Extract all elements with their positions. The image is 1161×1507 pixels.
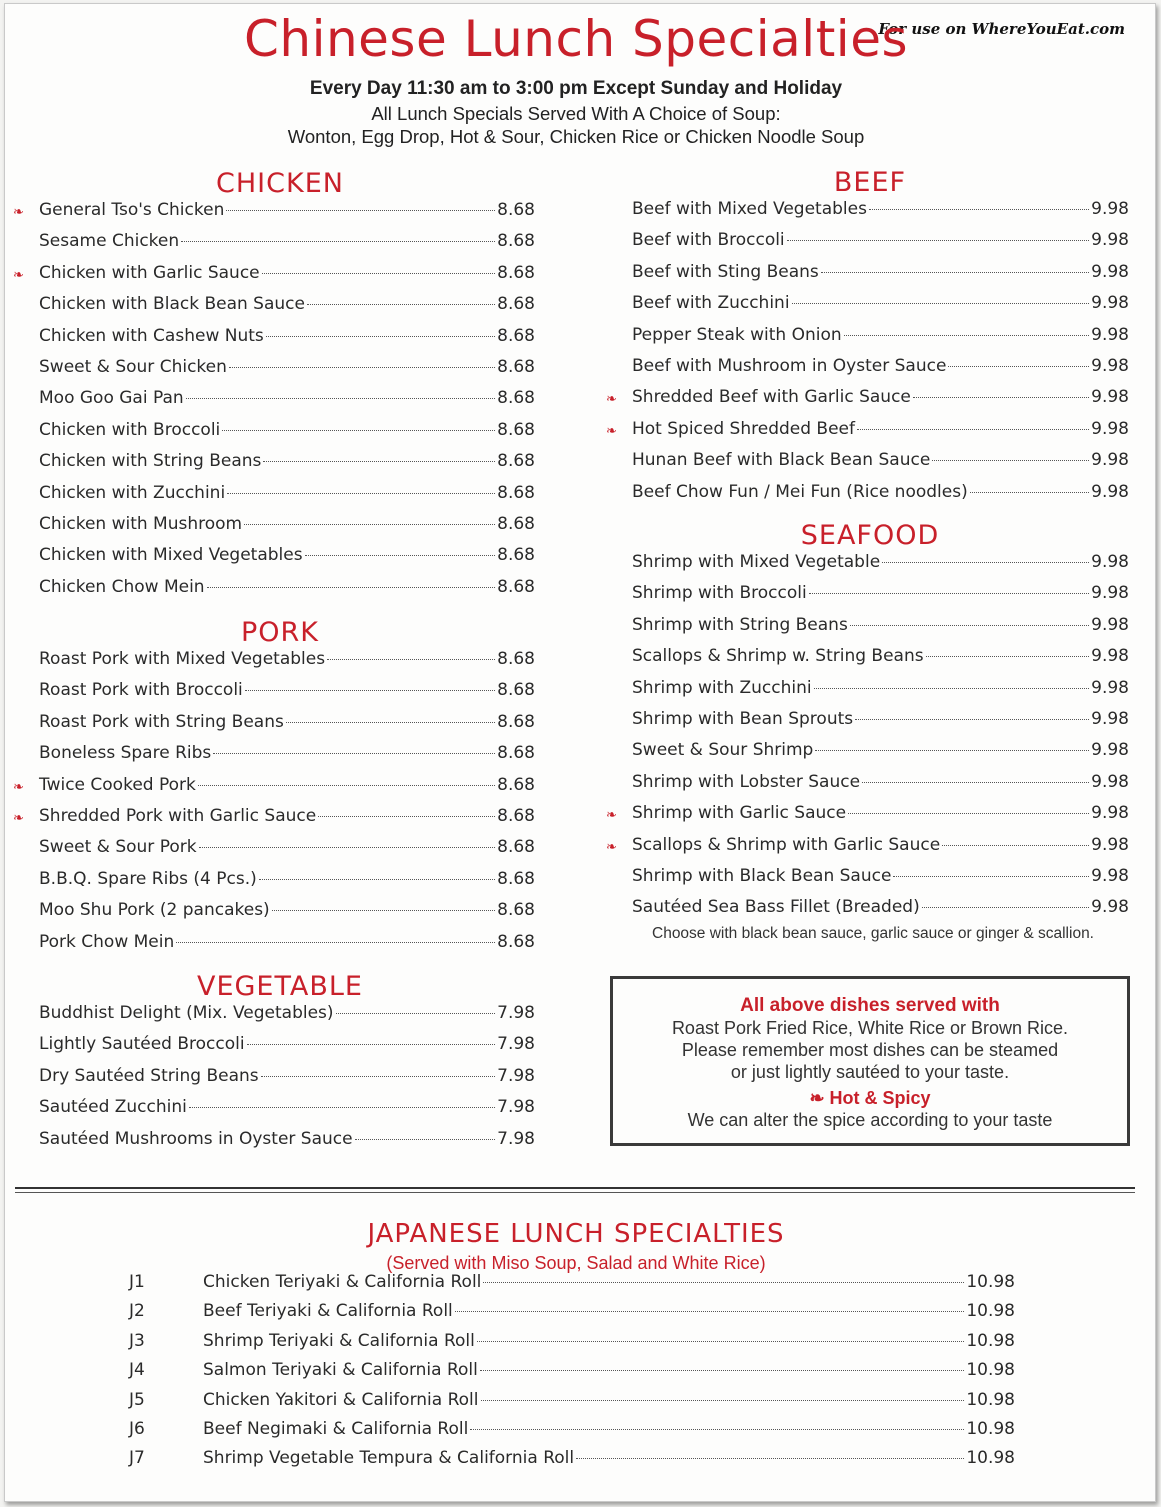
- menu-item: [632, 230, 1129, 260]
- menu-item: [39, 326, 535, 356]
- item-name: Beef Negimaki & California Roll: [203, 1419, 469, 1439]
- item-name: Chicken with Mixed Vegetables: [39, 545, 303, 566]
- item-name: Beef with Broccoli: [632, 230, 785, 251]
- item-price: 8.68: [497, 262, 535, 283]
- dot-leader: [481, 1400, 965, 1401]
- menu-item: [39, 900, 535, 930]
- menu-item: [606, 803, 1129, 833]
- dot-leader: [213, 753, 495, 754]
- menu-item: [632, 678, 1129, 708]
- item-price: 9.98: [1091, 897, 1129, 918]
- item-name: Shredded Beef with Garlic Sauce: [632, 387, 911, 408]
- menu-item: [632, 615, 1129, 645]
- menu-item: [632, 552, 1129, 582]
- menu-item: [39, 837, 535, 867]
- item-name: Sweet & Sour Chicken: [39, 357, 227, 377]
- item-price: 7.98: [497, 1097, 535, 1118]
- dot-leader: [305, 555, 496, 556]
- dot-leader: [227, 493, 495, 494]
- dot-leader: [809, 593, 1089, 594]
- dot-leader: [893, 876, 1089, 877]
- dot-leader: [336, 1013, 496, 1014]
- spicy-icon: ❧: [13, 779, 24, 795]
- dot-leader: [922, 907, 1089, 908]
- spicy-icon: ❧: [809, 1088, 825, 1108]
- dot-leader: [844, 335, 1089, 336]
- dot-leader: [848, 813, 1089, 814]
- item-name: Shrimp with Zucchini: [632, 677, 812, 698]
- spicy-icon: ❧: [606, 423, 617, 439]
- hours-line: Every Day 11:30 am to 3:00 pm Except Sunday and Holiday: [309, 78, 843, 99]
- dot-leader: [207, 587, 496, 588]
- item-name: Chicken with Zucchini: [39, 482, 226, 503]
- menu-item: [13, 774, 535, 805]
- dot-leader: [576, 1458, 964, 1459]
- dot-leader: [355, 1139, 496, 1140]
- item-price: 9.98: [1091, 324, 1129, 345]
- dot-leader: [286, 722, 495, 723]
- section-title-pork: PORK: [241, 617, 319, 648]
- item-name: Shrimp Vegetable Tempura & California Roll: [203, 1448, 575, 1469]
- item-code: J6: [129, 1419, 145, 1439]
- item-name: Shrimp with Mixed Vegetable: [632, 552, 881, 572]
- section-title-vegetable: VEGETABLE: [196, 971, 363, 1002]
- item-name: Hot Spiced Shredded Beef: [632, 418, 856, 439]
- dot-leader: [247, 1044, 496, 1045]
- menu-item: [632, 740, 1129, 770]
- info-box: [610, 976, 1130, 1146]
- item-price: 8.68: [497, 545, 535, 566]
- menu-item: [39, 1034, 535, 1064]
- dot-leader: [821, 272, 1089, 273]
- dot-leader: [455, 1311, 965, 1312]
- item-price: 9.98: [1091, 356, 1129, 376]
- item-name: Chicken Chow Mein: [39, 576, 205, 597]
- menu-item: [632, 709, 1129, 739]
- item-name: Beef Teriyaki & California Roll: [203, 1301, 453, 1322]
- item-name: Chicken with String Beans: [39, 451, 262, 472]
- menu-item: [39, 869, 535, 899]
- dot-leader: [186, 398, 495, 399]
- item-price: 9.98: [1091, 261, 1129, 282]
- spicy-icon: ❧: [606, 839, 617, 855]
- dot-leader: [855, 719, 1089, 720]
- japanese-item: [129, 1360, 1015, 1389]
- japanese-subtitle: (Served with Miso Soup, Salad and White Rice): [386, 1253, 766, 1273]
- dot-leader: [850, 625, 1089, 626]
- menu-item: [39, 932, 535, 962]
- item-name: Sweet & Sour Shrimp: [632, 740, 814, 761]
- item-price: 9.98: [1091, 418, 1129, 439]
- menu-item: [632, 583, 1129, 613]
- item-price: 8.68: [497, 900, 535, 921]
- item-price: 9.98: [1091, 481, 1129, 502]
- menu-item: [39, 483, 535, 513]
- spicy-icon: ❧: [13, 811, 24, 826]
- item-name: Sesame Chicken: [39, 231, 180, 252]
- dot-leader: [189, 1107, 495, 1108]
- item-name: Sautéed Sea Bass Fillet (Breaded): [632, 897, 920, 918]
- menu-item: [632, 293, 1129, 323]
- dot-leader: [229, 367, 495, 368]
- item-price: 9.98: [1091, 803, 1129, 824]
- item-price: 8.68: [497, 482, 535, 503]
- dot-leader: [307, 304, 495, 305]
- dot-leader: [932, 460, 1089, 461]
- dot-leader: [480, 1370, 964, 1371]
- item-name: Beef with Sting Beans: [632, 261, 819, 282]
- item-price: 10.98: [966, 1448, 1015, 1469]
- japanese-title: JAPANESE LUNCH SPECIALTIES: [367, 1219, 785, 1249]
- info-line: We can alter the spice according to your taste: [687, 1110, 1053, 1130]
- item-price: 9.98: [1091, 293, 1129, 314]
- menu-item: [632, 325, 1129, 355]
- item-price: 8.68: [497, 357, 535, 377]
- item-price: 10.98: [966, 1389, 1015, 1410]
- item-name: Chicken with Mushroom: [39, 514, 243, 534]
- item-price: 8.68: [497, 649, 535, 669]
- item-price: 10.98: [966, 1360, 1015, 1381]
- item-price: 9.98: [1091, 450, 1129, 471]
- item-name: Scallops & Shrimp with Garlic Sauce: [632, 834, 941, 855]
- item-code: J2: [129, 1301, 145, 1322]
- menu-item: [632, 199, 1129, 229]
- menu-page: [4, 3, 1156, 1502]
- item-price: 8.68: [497, 680, 535, 701]
- info-line: or just lightly sautéed to your taste.: [730, 1062, 1010, 1082]
- item-name: Dry Sautéed String Beans: [39, 1065, 259, 1086]
- item-price: 9.98: [1091, 709, 1129, 729]
- item-price: 7.98: [497, 1065, 535, 1086]
- menu-item: [632, 450, 1129, 480]
- japanese-item: [129, 1272, 1015, 1301]
- item-name: Chicken with Black Bean Sauce: [39, 294, 305, 315]
- item-name: Shrimp with Bean Sprouts: [632, 709, 854, 729]
- dot-leader: [244, 524, 495, 525]
- menu-item: [632, 772, 1129, 802]
- item-name: Shrimp with Garlic Sauce: [632, 803, 847, 824]
- item-code: J7: [129, 1448, 145, 1469]
- menu-item: [13, 806, 535, 836]
- dot-leader: [857, 429, 1089, 430]
- dot-leader: [266, 336, 495, 337]
- info-heading: All above dishes served with: [740, 995, 1000, 1016]
- menu-item: [606, 834, 1129, 865]
- dot-leader: [970, 492, 1089, 493]
- menu-item: [632, 482, 1129, 512]
- item-name: Moo Goo Gai Pan: [39, 388, 184, 409]
- section-title-seafood: SEAFOOD: [800, 520, 940, 551]
- menu-item: [39, 649, 535, 679]
- item-name: Chicken Teriyaki & California Roll: [203, 1272, 482, 1292]
- menu-item: [39, 388, 535, 418]
- dot-leader: [787, 240, 1089, 241]
- item-name: Beef Chow Fun / Mei Fun (Rice noodles): [632, 481, 968, 502]
- info-line: Roast Pork Fried Rice, White Rice or Brown Rice.: [671, 1018, 1069, 1038]
- item-name: Hunan Beef with Black Bean Sauce: [632, 450, 931, 471]
- item-name: Chicken Yakitori & California Roll: [203, 1389, 479, 1410]
- dot-leader: [245, 690, 495, 691]
- item-price: 10.98: [966, 1330, 1015, 1351]
- item-name: Sweet & Sour Pork: [39, 837, 197, 858]
- item-name: General Tso's Chicken: [39, 200, 225, 220]
- item-price: 7.98: [497, 1003, 535, 1023]
- dot-leader: [327, 659, 495, 660]
- dot-leader: [792, 303, 1090, 304]
- item-price: 9.98: [1091, 583, 1129, 604]
- item-name: Moo Shu Pork (2 pancakes): [39, 900, 270, 921]
- dot-leader: [470, 1429, 964, 1430]
- item-name: Twice Cooked Pork: [39, 774, 196, 795]
- item-code: J4: [129, 1360, 145, 1381]
- item-price: 8.68: [497, 451, 535, 472]
- item-price: 9.98: [1091, 677, 1129, 698]
- item-name: Beef with Mixed Vegetables: [632, 199, 867, 219]
- item-name: Salmon Teriyaki & California Roll: [203, 1360, 478, 1381]
- dot-leader: [926, 656, 1090, 657]
- dot-leader: [869, 209, 1089, 210]
- item-price: 10.98: [966, 1272, 1015, 1292]
- item-name: Shredded Pork with Garlic Sauce: [39, 806, 317, 826]
- item-price: 8.68: [497, 200, 535, 220]
- menu-item: [39, 577, 535, 607]
- dot-leader: [882, 562, 1089, 563]
- item-name: Lightly Sautéed Broccoli: [39, 1034, 245, 1055]
- dot-leader: [198, 785, 495, 786]
- item-price: 8.68: [497, 294, 535, 315]
- item-price: 9.98: [1091, 199, 1129, 219]
- dot-leader: [181, 241, 495, 242]
- section-title-chicken: CHICKEN: [216, 168, 344, 199]
- japanese-item: [129, 1448, 1015, 1477]
- item-price: 8.68: [497, 743, 535, 764]
- japanese-item: [129, 1331, 1015, 1360]
- item-price: 9.98: [1091, 866, 1129, 886]
- menu-item: [39, 743, 535, 773]
- item-price: 8.68: [497, 388, 535, 409]
- section-title-beef: BEEF: [833, 167, 907, 198]
- item-price: 8.68: [497, 711, 535, 732]
- dot-leader: [222, 430, 495, 431]
- item-name: Chicken with Garlic Sauce: [39, 262, 260, 283]
- item-name: Buddhist Delight (Mix. Vegetables): [39, 1003, 334, 1023]
- menu-item: [39, 357, 535, 387]
- menu-item: [606, 418, 1129, 449]
- item-name: Roast Pork with Broccoli: [39, 680, 243, 701]
- item-name: Pork Chow Mein: [39, 931, 175, 952]
- menu-item: [632, 646, 1129, 676]
- menu-item: [39, 1066, 535, 1096]
- item-price: 8.68: [497, 774, 535, 795]
- seafood-note: Choose with black bean sauce, garlic sauce or ginger & scallion.: [652, 925, 1094, 942]
- item-price: 9.98: [1091, 230, 1129, 251]
- menu-item: [13, 262, 535, 293]
- dot-leader: [199, 847, 496, 848]
- info-line: Please remember most dishes can be steamed: [681, 1040, 1059, 1060]
- menu-item: [39, 514, 535, 544]
- menu-item: [39, 545, 535, 575]
- item-price: 9.98: [1091, 834, 1129, 855]
- item-code: J1: [129, 1272, 145, 1292]
- dot-leader: [862, 782, 1089, 783]
- dot-leader: [948, 366, 1089, 367]
- dot-leader: [318, 816, 495, 817]
- dot-leader: [815, 750, 1089, 751]
- spicy-icon: ❧: [13, 205, 24, 220]
- item-name: Chicken with Cashew Nuts: [39, 325, 264, 346]
- dot-leader: [942, 845, 1089, 846]
- item-price: 9.98: [1091, 646, 1129, 667]
- dot-leader: [483, 1282, 964, 1283]
- menu-item: [39, 1003, 535, 1033]
- item-name: B.B.Q. Spare Ribs (4 Pcs.): [39, 868, 257, 889]
- item-name: Pepper Steak with Onion: [632, 324, 842, 345]
- item-price: 10.98: [966, 1419, 1015, 1439]
- japanese-item: [129, 1390, 1015, 1419]
- menu-item: [606, 387, 1129, 417]
- item-price: 8.68: [497, 837, 535, 858]
- dot-leader: [226, 210, 495, 211]
- menu-item: [39, 294, 535, 324]
- hot-spicy-label: Hot & Spicy: [829, 1088, 931, 1108]
- japanese-item: [129, 1301, 1015, 1330]
- item-name: Shrimp with String Beans: [632, 614, 848, 635]
- dot-leader: [176, 942, 495, 943]
- dot-leader: [272, 910, 495, 911]
- menu-item: [632, 866, 1129, 896]
- item-name: Boneless Spare Ribs: [39, 743, 212, 764]
- item-name: Roast Pork with Mixed Vegetables: [39, 649, 326, 669]
- item-price: 8.68: [497, 514, 535, 534]
- menu-item: [39, 231, 535, 261]
- menu-item: [39, 1097, 535, 1127]
- item-price: 8.68: [497, 806, 535, 826]
- menu-item: [39, 420, 535, 450]
- japanese-item: [129, 1419, 1015, 1448]
- item-name: Beef with Zucchini: [632, 293, 790, 314]
- item-price: 9.98: [1091, 740, 1129, 761]
- item-price: 9.98: [1091, 771, 1129, 792]
- page-title: Chinese Lunch Specialties: [243, 10, 909, 68]
- dot-leader: [814, 688, 1090, 689]
- item-price: 7.98: [497, 1128, 535, 1149]
- watermark: For use on WhereYouEat.com: [878, 20, 1125, 38]
- menu-item: [39, 680, 535, 710]
- soup-line: All Lunch Specials Served With A Choice of Soup:: [371, 103, 781, 124]
- item-name: Shrimp with Black Bean Sauce: [632, 866, 892, 886]
- item-price: 7.98: [497, 1034, 535, 1055]
- dot-leader: [913, 397, 1089, 398]
- dot-leader: [261, 1076, 496, 1077]
- item-price: 8.68: [497, 325, 535, 346]
- spicy-icon: ❧: [606, 392, 617, 408]
- item-price: 9.98: [1091, 552, 1129, 572]
- item-name: Sautéed Mushrooms in Oyster Sauce: [39, 1128, 353, 1149]
- item-name: Scallops & Shrimp w. String Beans: [632, 646, 924, 667]
- item-name: Sautéed Zucchini: [39, 1097, 187, 1118]
- item-name: Beef with Mushroom in Oyster Sauce: [632, 356, 947, 376]
- dot-leader: [259, 879, 495, 880]
- menu-item: [39, 1129, 535, 1159]
- item-code: J3: [129, 1330, 145, 1351]
- item-price: 8.68: [497, 931, 535, 952]
- item-price: 8.68: [497, 419, 535, 440]
- item-code: J5: [129, 1389, 145, 1410]
- dot-leader: [477, 1341, 964, 1342]
- dot-leader: [262, 273, 496, 274]
- item-price: 9.98: [1091, 387, 1129, 408]
- spicy-icon: ❧: [13, 267, 24, 283]
- soup-options: Wonton, Egg Drop, Hot & Sour, Chicken Rice or Chicken Noodle Soup: [287, 126, 865, 147]
- item-name: Shrimp with Lobster Sauce: [632, 771, 861, 792]
- item-price: 10.98: [966, 1301, 1015, 1322]
- item-price: 9.98: [1091, 614, 1129, 635]
- item-price: 8.68: [497, 231, 535, 252]
- item-name: Roast Pork with String Beans: [39, 711, 284, 732]
- item-name: Shrimp with Broccoli: [632, 583, 807, 604]
- dot-leader: [263, 461, 495, 462]
- hot-spicy-legend: [613, 1088, 1127, 1109]
- spicy-icon: ❧: [606, 808, 617, 824]
- menu-item: [39, 712, 535, 742]
- menu-item: [632, 897, 1129, 927]
- item-name: Shrimp Teriyaki & California Roll: [203, 1330, 475, 1351]
- menu-item: [39, 451, 535, 481]
- item-price: 8.68: [497, 576, 535, 597]
- menu-item: [13, 200, 535, 230]
- item-name: Chicken with Broccoli: [39, 419, 221, 440]
- section-divider: [15, 1187, 1135, 1193]
- menu-item: [632, 262, 1129, 292]
- item-price: 8.68: [497, 868, 535, 889]
- menu-item: [632, 356, 1129, 386]
